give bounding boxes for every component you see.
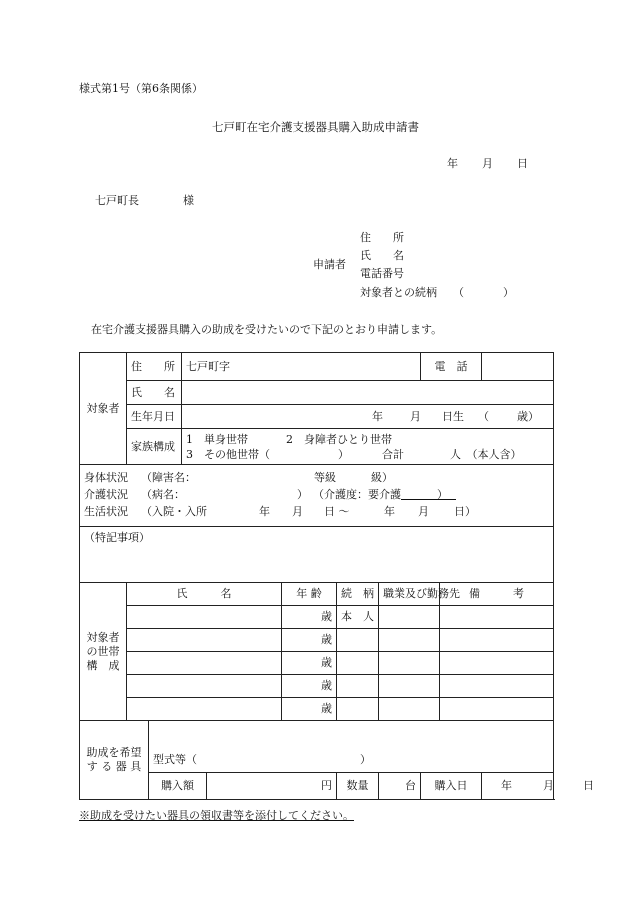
life-day: 日 〜 xyxy=(324,504,350,518)
special-notes-label: （特記事項） xyxy=(84,531,150,544)
table-row xyxy=(80,698,554,721)
hh-relation-cell[interactable] xyxy=(337,652,379,675)
life-day2: 日） xyxy=(454,504,476,518)
device-label xyxy=(80,721,149,800)
special-notes-field[interactable] xyxy=(80,527,554,583)
date-day: 日 xyxy=(517,157,528,170)
hh-relation-cell[interactable] xyxy=(337,629,379,652)
hh-age-cell[interactable]: 歳 xyxy=(282,629,337,652)
household-label xyxy=(80,583,127,721)
hh-relation-cell[interactable] xyxy=(337,675,379,698)
name-label: 氏 名 xyxy=(127,381,182,405)
relation-paren-close: ） xyxy=(503,286,514,299)
hh-remarks-cell[interactable] xyxy=(440,606,554,629)
life-year: 年 xyxy=(259,504,270,518)
status-field[interactable] xyxy=(80,465,554,527)
life-year2: 年 xyxy=(384,504,395,518)
honorific: 様 xyxy=(183,194,194,207)
care-paren: ） xyxy=(297,487,308,501)
hh-header-occupation: 職業及び勤務先 xyxy=(379,583,440,606)
table-row xyxy=(80,652,554,675)
applicant-label: 申請者 xyxy=(313,258,346,271)
family-persons: 人 （本人含） xyxy=(450,447,522,461)
applicant-name-label: 氏 名 xyxy=(360,249,404,262)
hh-relation-cell[interactable] xyxy=(337,698,379,721)
hh-occupation-cell[interactable] xyxy=(379,629,440,652)
family-field[interactable] xyxy=(182,429,554,465)
hh-header-name: 氏 名 xyxy=(127,583,282,606)
model-field[interactable] xyxy=(149,721,554,773)
intro-text: 在宅介護支援器具購入の助成を受けたいので下記のとおり申請します。 xyxy=(91,323,443,336)
address-value: 七戸町字 xyxy=(186,359,230,373)
pdate-month: 月 xyxy=(543,778,555,792)
date-year: 年 xyxy=(447,157,458,170)
hh-age-cell[interactable]: 歳 xyxy=(282,652,337,675)
purchase-date-field[interactable] xyxy=(482,773,595,800)
qty-field[interactable]: 台 xyxy=(379,773,421,800)
hh-occupation-cell[interactable] xyxy=(379,652,440,675)
hh-name-cell[interactable] xyxy=(127,675,282,698)
form-id: 様式第1号（第6条関係） xyxy=(79,82,203,95)
model-close: ） xyxy=(360,752,371,766)
hh-remarks-cell[interactable] xyxy=(440,698,554,721)
family-label: 家族構成 xyxy=(127,429,182,465)
applicant-relation-label: 対象者との続柄 xyxy=(360,286,437,299)
application-form-table xyxy=(79,352,595,800)
footnote: ※助成を受けたい器具の領収書等を添付してください。 xyxy=(79,809,354,822)
page-title: 七戸町在宅介護支援器具購入助成申請書 xyxy=(212,120,419,134)
hh-remarks-cell[interactable] xyxy=(440,629,554,652)
family-other: 3 その他世帯（ xyxy=(186,447,270,461)
birth-year: 年 xyxy=(372,409,383,423)
age-open: （ xyxy=(478,409,489,423)
hh-remarks-cell[interactable] xyxy=(440,652,554,675)
birth-day: 日生 xyxy=(442,409,464,423)
subject-label: 対象者 xyxy=(80,353,127,465)
family-total-label: 合計 xyxy=(382,447,404,461)
address-field[interactable] xyxy=(182,353,421,381)
relation-paren-open: （ xyxy=(453,286,464,299)
household-label-3: 構 成 xyxy=(86,658,120,672)
pdate-year: 年 xyxy=(501,778,513,792)
address-label: 住 所 xyxy=(127,353,182,381)
hh-header-relation: 続 柄 xyxy=(337,583,379,606)
birth-field[interactable] xyxy=(182,405,554,429)
applicant-address-label: 住 所 xyxy=(360,231,404,244)
hh-relation-cell[interactable]: 本 人 xyxy=(337,606,379,629)
birth-month: 月 xyxy=(410,409,421,423)
model-label: 型式等（ xyxy=(153,752,197,766)
age-unit: 歳） xyxy=(517,409,539,423)
status-body-label: 身体状況 xyxy=(84,470,128,484)
purchase-date-label: 購入日 xyxy=(421,773,482,800)
body-disability: （障害名： xyxy=(141,470,196,484)
body-grade-label: 等級 xyxy=(314,470,336,484)
device-label-2: す る 器 具 xyxy=(86,760,142,773)
pdate-day: 日 xyxy=(583,778,595,792)
life-month: 月 xyxy=(292,504,303,518)
price-field[interactable]: 円 xyxy=(207,773,337,800)
hh-name-cell[interactable] xyxy=(127,606,282,629)
hh-age-cell[interactable]: 歳 xyxy=(282,675,337,698)
household-label-1: 対象者 xyxy=(86,630,120,644)
family-other-close: ） xyxy=(338,447,349,461)
family-disabled-alone: 2 身障者ひとり世帯 xyxy=(286,432,392,446)
hh-occupation-cell[interactable] xyxy=(379,606,440,629)
table-row xyxy=(80,606,554,629)
subject-name-field[interactable] xyxy=(182,381,554,405)
family-single: 1 単身世帯 xyxy=(186,432,248,446)
price-label: 購入額 xyxy=(149,773,207,800)
hh-age-cell[interactable]: 歳 xyxy=(282,698,337,721)
care-disease: （病名： xyxy=(141,487,185,501)
status-care-label: 介護状況 xyxy=(84,487,128,501)
care-level: （介護度：要介護 xyxy=(313,487,401,501)
care-close: ） xyxy=(437,487,448,501)
qty-label: 数量 xyxy=(337,773,379,800)
table-row xyxy=(80,629,554,652)
hh-header-remarks: 備 考 xyxy=(440,583,554,606)
hh-name-cell[interactable] xyxy=(127,698,282,721)
household-label-2: の世帯 xyxy=(86,644,120,658)
hh-age-cell[interactable]: 歳 xyxy=(282,606,337,629)
hh-remarks-cell[interactable] xyxy=(440,675,554,698)
hh-occupation-cell[interactable] xyxy=(379,675,440,698)
mayor-label: 七戸町長 xyxy=(95,194,139,207)
status-life-label: 生活状況 xyxy=(84,504,128,518)
device-label-1: 助成を希望 xyxy=(86,746,142,759)
date-month: 月 xyxy=(482,157,493,170)
phone-field[interactable] xyxy=(482,353,554,381)
hh-name-cell[interactable] xyxy=(127,652,282,675)
life-month2: 月 xyxy=(418,504,429,518)
table-row xyxy=(80,675,554,698)
body-level: 級） xyxy=(371,470,393,484)
hh-occupation-cell[interactable] xyxy=(379,698,440,721)
hh-name-cell[interactable] xyxy=(127,629,282,652)
life-admission: （入院・入所 xyxy=(141,504,207,518)
applicant-phone-label: 電話番号 xyxy=(360,267,404,280)
phone-label: 電 話 xyxy=(421,353,482,381)
hh-header-age: 年 齢 xyxy=(282,583,337,606)
birth-label: 生年月日 xyxy=(127,405,182,429)
